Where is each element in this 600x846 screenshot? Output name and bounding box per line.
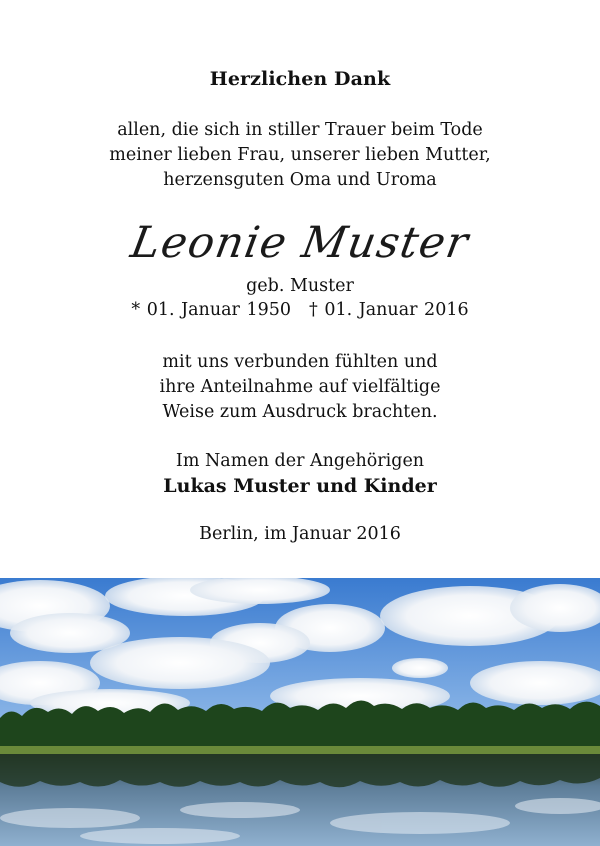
- tree-line: [0, 700, 600, 753]
- thanks-line: ihre Anteilnahme auf vielfältige: [159, 377, 441, 397]
- deceased-name: Leonie Muster: [127, 218, 473, 268]
- life-dates: [0, 300, 600, 320]
- maiden-name: geb. Muster: [246, 276, 354, 296]
- intro-line: herzensguten Oma und Uroma: [163, 170, 437, 190]
- birth-date: * 01. Januar 1950: [131, 300, 291, 320]
- family-signature: Lukas Muster und Kinder: [163, 475, 437, 497]
- intro-line: meiner lieben Frau, unserer lieben Mutter,: [109, 145, 491, 165]
- thanks-text: [0, 350, 600, 425]
- shore: [0, 746, 600, 754]
- thanks-line: Weise zum Ausdruck brachten.: [162, 402, 438, 422]
- intro-line: allen, die sich in stiller Trauer beim Tode: [117, 120, 483, 140]
- thanks-line: mit uns verbunden fühlten und: [162, 352, 438, 372]
- tree-reflection: [0, 754, 600, 787]
- lake-landscape-photo: [0, 578, 600, 846]
- death-date: † 01. Januar 2016: [309, 300, 469, 320]
- on-behalf-text: Im Namen der Angehörigen: [175, 451, 425, 471]
- place-date: Berlin, im Januar 2016: [199, 524, 401, 544]
- heading: Herzlichen Dank: [209, 68, 391, 90]
- intro-text: [0, 118, 600, 193]
